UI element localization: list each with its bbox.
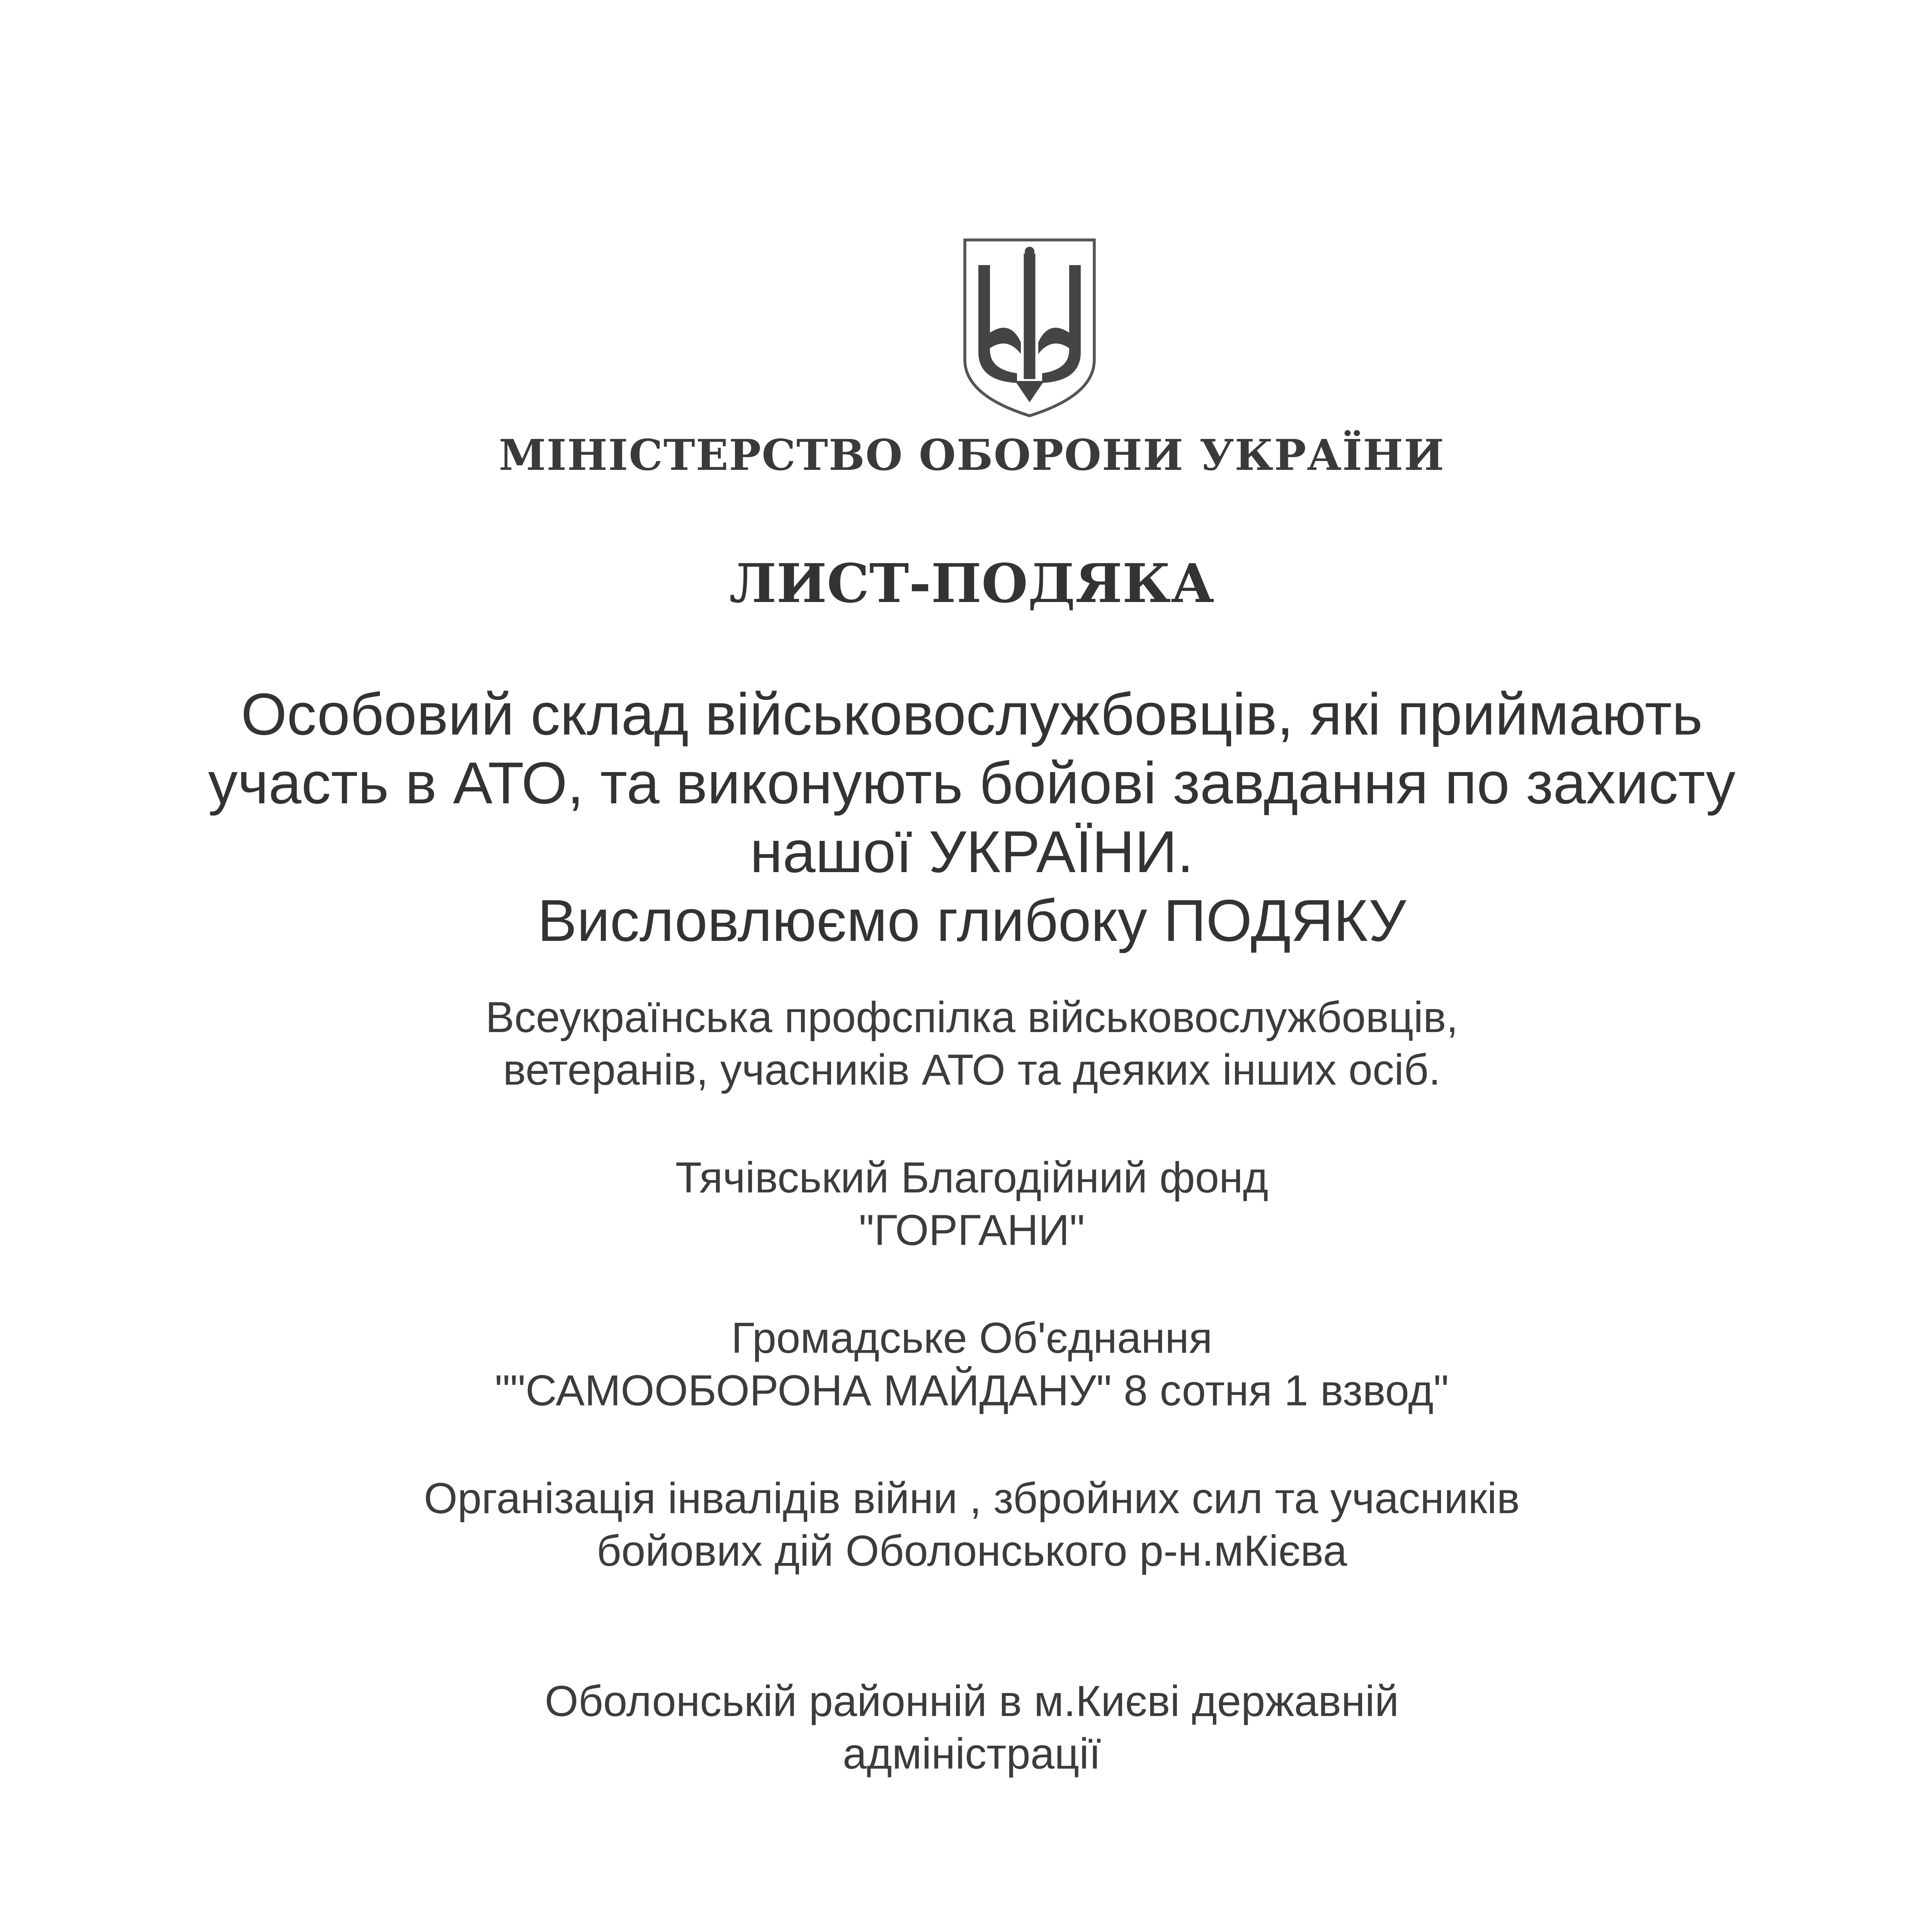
- organization-line: ветеранів, учасників АТО та деяких інших осіб.: [503, 1046, 1441, 1094]
- trident-emblem-icon: [957, 236, 1102, 420]
- document-title: ЛИСТ-ПОДЯКА: [729, 552, 1214, 615]
- gratitude-paragraph: [116, 680, 1828, 955]
- organization-line: Громадське Об'єднання: [731, 1314, 1213, 1362]
- organization-line: ""САМООБОРОНА МАЙДАНУ" 8 сотня 1 взвод": [495, 1366, 1449, 1415]
- organization-line: бойових дій Оболонського р-н.мКієва: [596, 1527, 1347, 1575]
- organization-block: [116, 991, 1828, 1096]
- gratitude-line: Висловлюємо глибоку ПОДЯКУ: [537, 888, 1406, 954]
- gratitude-line: Особовий склад військовослужбовців, які приймають: [241, 681, 1703, 747]
- gratitude-line: нашої УКРАЇНИ.: [750, 819, 1194, 885]
- organization-block: [116, 1151, 1828, 1257]
- organization-line: адміністрації: [842, 1730, 1101, 1778]
- gratitude-line: участь в АТО, та виконують бойові завдання по захисту: [208, 750, 1736, 816]
- organization-line: "ГОРГАНИ": [859, 1206, 1085, 1254]
- ministry-name: МІНІСТЕРСТВО ОБОРОНИ УКРАЇНИ: [498, 430, 1445, 480]
- organization-line: Оболонській районній в м.Києві державній: [544, 1677, 1399, 1725]
- organization-line: Всеукраїнська профспілка військовослужбовців,: [485, 993, 1458, 1041]
- organization-line: Тячівський Благодійний фонд: [675, 1153, 1269, 1202]
- organization-block: [116, 1472, 1828, 1577]
- organization-block: [116, 1675, 1828, 1780]
- organization-line: Організація інвалідів війни , збройних сил та учасників: [423, 1474, 1520, 1522]
- organization-block: [116, 1312, 1828, 1417]
